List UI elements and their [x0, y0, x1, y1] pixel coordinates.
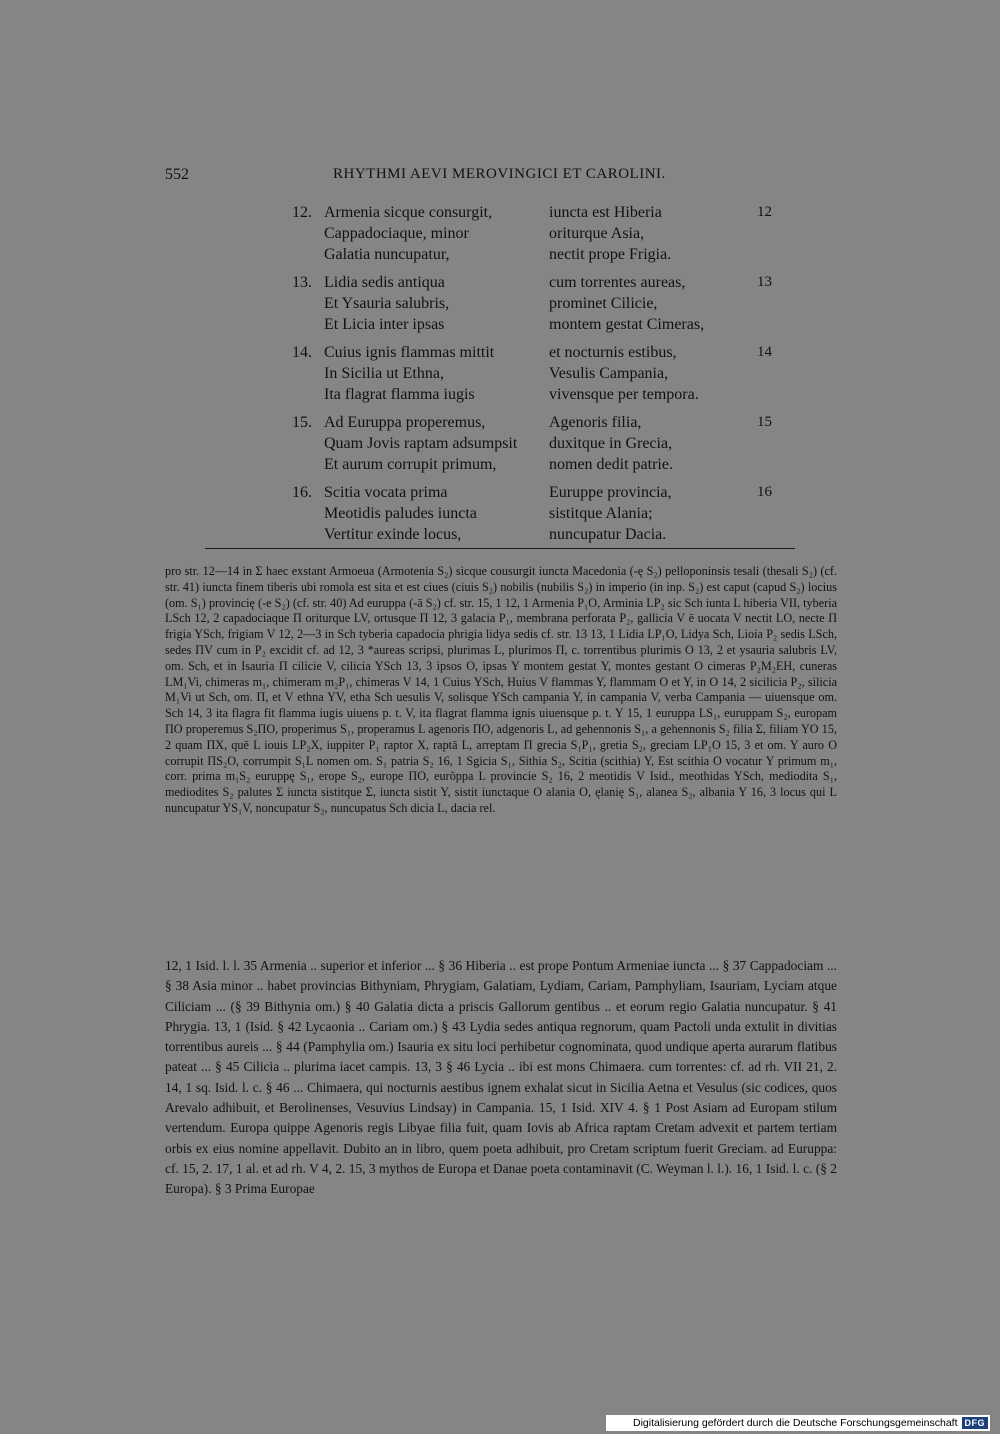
page-header	[165, 166, 835, 190]
verse-line: cum torrentes aureas,	[549, 274, 686, 291]
verse-line: Scitia vocata prima	[324, 484, 448, 501]
verse-section	[165, 200, 835, 550]
stanza-margin-number: 14	[757, 344, 772, 360]
stanza-number: 15.	[292, 414, 312, 431]
verse-line: Et Licia inter ipsas	[324, 316, 445, 333]
stanza-15	[165, 410, 835, 480]
stanza-13	[165, 270, 835, 340]
verse-line: Meotidis paludes iuncta	[324, 505, 477, 522]
verse-line: Cuius ignis flammas mittit	[324, 344, 495, 361]
verse-line: oriturque Asia,	[549, 225, 645, 242]
verse-line: nuncupatur Dacia.	[549, 526, 667, 543]
verse-line: Galatia nuncupatur,	[324, 246, 450, 263]
stanza-12	[165, 200, 835, 270]
verse-line: Vertitur exinde locus,	[324, 526, 462, 543]
stanza-number: 16.	[292, 484, 312, 501]
stanza-margin-number: 12	[757, 204, 772, 220]
stanza-margin-number: 15	[757, 414, 772, 430]
verse-line: Euruppe provincia,	[549, 484, 672, 501]
verse-line: Quam Jovis raptam adsumpsit	[324, 435, 518, 452]
dfg-logo-icon[interactable]: DFG	[962, 1417, 989, 1429]
verse-line: Cappadociaque, minor	[324, 225, 469, 242]
verse-line: In Sicilia ut Ethna,	[324, 365, 444, 382]
verse-line: iuncta est Hiberia	[549, 204, 662, 221]
verse-line: Vesulis Campania,	[549, 365, 669, 382]
footer-credit: Digitalisierung gefördert durch die Deutsche Forschungsgemeinschaft	[632, 1417, 958, 1429]
stanza-margin-number: 13	[757, 274, 772, 290]
verse-line: nomen dedit patrie.	[549, 456, 673, 473]
stanza-number: 13.	[292, 274, 312, 291]
verse-line: duxitque in Grecia,	[549, 435, 673, 452]
verse-line: nectit prope Frigia.	[549, 246, 672, 263]
page-number: 552	[165, 166, 189, 183]
verse-line: Et Ysauria salubris,	[324, 295, 450, 312]
verse-line: et nocturnis estibus,	[549, 344, 677, 361]
verse-line: Et aurum corrupit primum,	[324, 456, 497, 473]
verse-line: Ad Euruppa properemus,	[324, 414, 486, 431]
verse-line: sistitque Alania;	[549, 505, 653, 522]
stanza-number: 12.	[292, 204, 312, 221]
stanza-16	[165, 480, 835, 550]
verse-line: Lidia sedis antiqua	[324, 274, 445, 291]
verse-line: Armenia sicque consurgit,	[324, 204, 493, 221]
digitization-footer	[606, 1415, 990, 1431]
stanza-14	[165, 340, 835, 410]
verse-line: montem gestat Cimeras,	[549, 316, 705, 333]
stanza-margin-number: 16	[757, 484, 772, 500]
verse-line: Ita flagrat flamma iugis	[324, 386, 475, 403]
verse-line: prominet Cilicie,	[549, 295, 658, 312]
running-title: RHYTHMI AEVI MEROVINGICI ET CAROLINI.	[333, 166, 666, 182]
verse-line: vivensque per tempora.	[549, 386, 699, 403]
critical-apparatus: pro str. 12—14 in Σ haec exstant Armoeua (Armotenia S₂) sicque cousurgit iuncta Macedonia (-ę S₂) pelloponinsis tesali (thesali S₂) (cf. str. 41) iuncta finem tiberis ubi romola est sita et est ciues (ciuis S₂) nobilis (nubilis S₂) in imperio (in inp. S₂) est caput (capud S₂) locius (om. S₁) provincię (-e S₂) (cf. str. 40) Ad euruppa (-ā S₂) cf. str. 15, 1 12, 1 Armenia P₁O, Arminia LP₂ sic Sch iunta L hiberia VII, tyberia LSch 12, 2 capadociaque Π oriturque LV, ortusque Π 12, 3 galacia P₁, membrana perforata P₂, gallicia V ē uocata V nectit LO, necte Π frigia YSch, frigiam V 12, 2—3 in Sch tyberia capadocia phrigia lidya sedis cf. str. 13 13, 1 Lidia LP₁O, Lidya Sch, Lioia P₂ sedis LSch, sedes ΠV cum in P₂ excidit cf. ad 12, 3 *aureas scripsi, plurimas L, plurimos Π, c. torrentibus plurimis O 13, 2 et ysauria salubris LV, om. Sch, et in Isauria Π cilicie V, cilicia YSch 13, 3 ipsos O, ipsas Y montem gestat Y, montes gestant O cimeras P₂M₂EH, cuneras LM₁Vi, chimeras m₁, chimeram m₂P₁, chimeras V 14, 1 Cuius YSch, Huius V flammas Y, flammam O et Y, in O 14, 2 sicilicia P₂, silicia M₁Vi ut Sch, om. Π, et V ethna YV, etha Sch uesulis V, solisque YSch campania Y, in campania V, verba Campania — uiuensque om. Sch 14, 3 ita flagra fit flamma iugis uiuens p. t. V, ita flagrat flamma ignis uiuensque p. t. Y 15, 1 euruppa LS₁, euruppam S₂, europam ΠO properemus S₂ΠO, properimus S₁, properamus L agenoris ΠO, adgenoris L, ad gehennonis S₁, a gehennonis S₂ filia Σ, filiam YO 15, 2 quam ΠX, quē L iouis LP₂X, iuppiter P₁ raptor X, raptā L, arreptam Π grecia S₁P₁, gretia S₂, greciam LP₁O 15, 3 et om. Y auro O corrupit ΠS₂O, corrumpit S₁L nomen om. S₁ patria S₂ 16, 1 Sgicia S₁, Sithia S₂, Scitia (scithia) Y, Est scithia O vocatur Y primum m₁, corr. prima m₁S₂ euruppę S₁, erope S₂, europe ΠO, eurŏppa L provincie S₂ 16, 2 meotidis V Isid., meothidas YSch, mediodita S₁, mediodites S₂ palutes Σ iuncta sistitque Σ, iuncta sistit Y, sistit iunctaque O alania O, ęlanię S₁, alanea S₂, albania Y 16, 3 locus qui L nuncupatur YS₁V, noncupatur S₂, nuncupatus Sch dicia L, dacia rel.	[165, 564, 837, 815]
source-notes: 12, 1 Isid. l. l. 35 Armenia .. superior et inferior ... § 36 Hiberia .. est prope Pontum Armeniae iuncta ... § 37 Cappadociam ... § 38 Asia minor .. habet provincias Bithyniam, Phrygiam, Galatiam, Lydiam, Cariam, Pamphyliam, Isauriam, Lyciam atque Ciliciam ... (§ 39 Bithynia om.) § 40 Galatia dicta a priscis Gallorum gentibus .. et eorum regio Galatia nuncupatur. § 41 Phrygia. 13, 1 (Isid. § 42 Lycaonia .. Cariam om.) § 43 Lydia sedes antiqua regnorum, quam Pactoli unda extulit in divitias torrentibus aureis ... § 44 (Pamphylia om.) Isauria ex situ loci perhibetur cognominata, quod undique aperta aurarum flatibus pateat ... § 45 Cilicia .. plurima iacet campis. 13, 3 § 46 Lycia .. ibi est mons Chimaera. cum torrentes: cf. ad rh. VII 21, 2. 14, 1 sq. Isid. l. c. § 46 ... Chimaera, qui nocturnis aestibus ignem exhalat sicut in Sicilia Aetna et Vesulus (sic codices, quos Arevalo adhibuit, et Berolinenses, Vesuvius Lindsay) in Campania. 15, 1 Isid. XIV 4. § 1 Post Asiam ad Europam stilum vertendum. Europa quippe Agenoris regis Libyae filia fuit, quam Iovis ab Africa raptam Cretam advexit et partem tertiam orbis ex eius nomine appellavit. Dubito an in libro, quem poeta adhibuit, pro Cretam scriptum fuerit Greciam. ad Euruppa: cf. 15, 2. 17, 1 al. et ad rh. V 4, 2. 15, 3 mythos de Europa et Danae poeta contaminavit (C. Weyman l. l.). 16, 1 Isid. l. c. (§ 2 Europa). § 3 Prima Europae	[165, 958, 837, 1197]
verse-line: Agenoris filia,	[549, 414, 642, 431]
stanza-number: 14.	[292, 344, 312, 361]
apparatus-divider	[205, 548, 795, 549]
